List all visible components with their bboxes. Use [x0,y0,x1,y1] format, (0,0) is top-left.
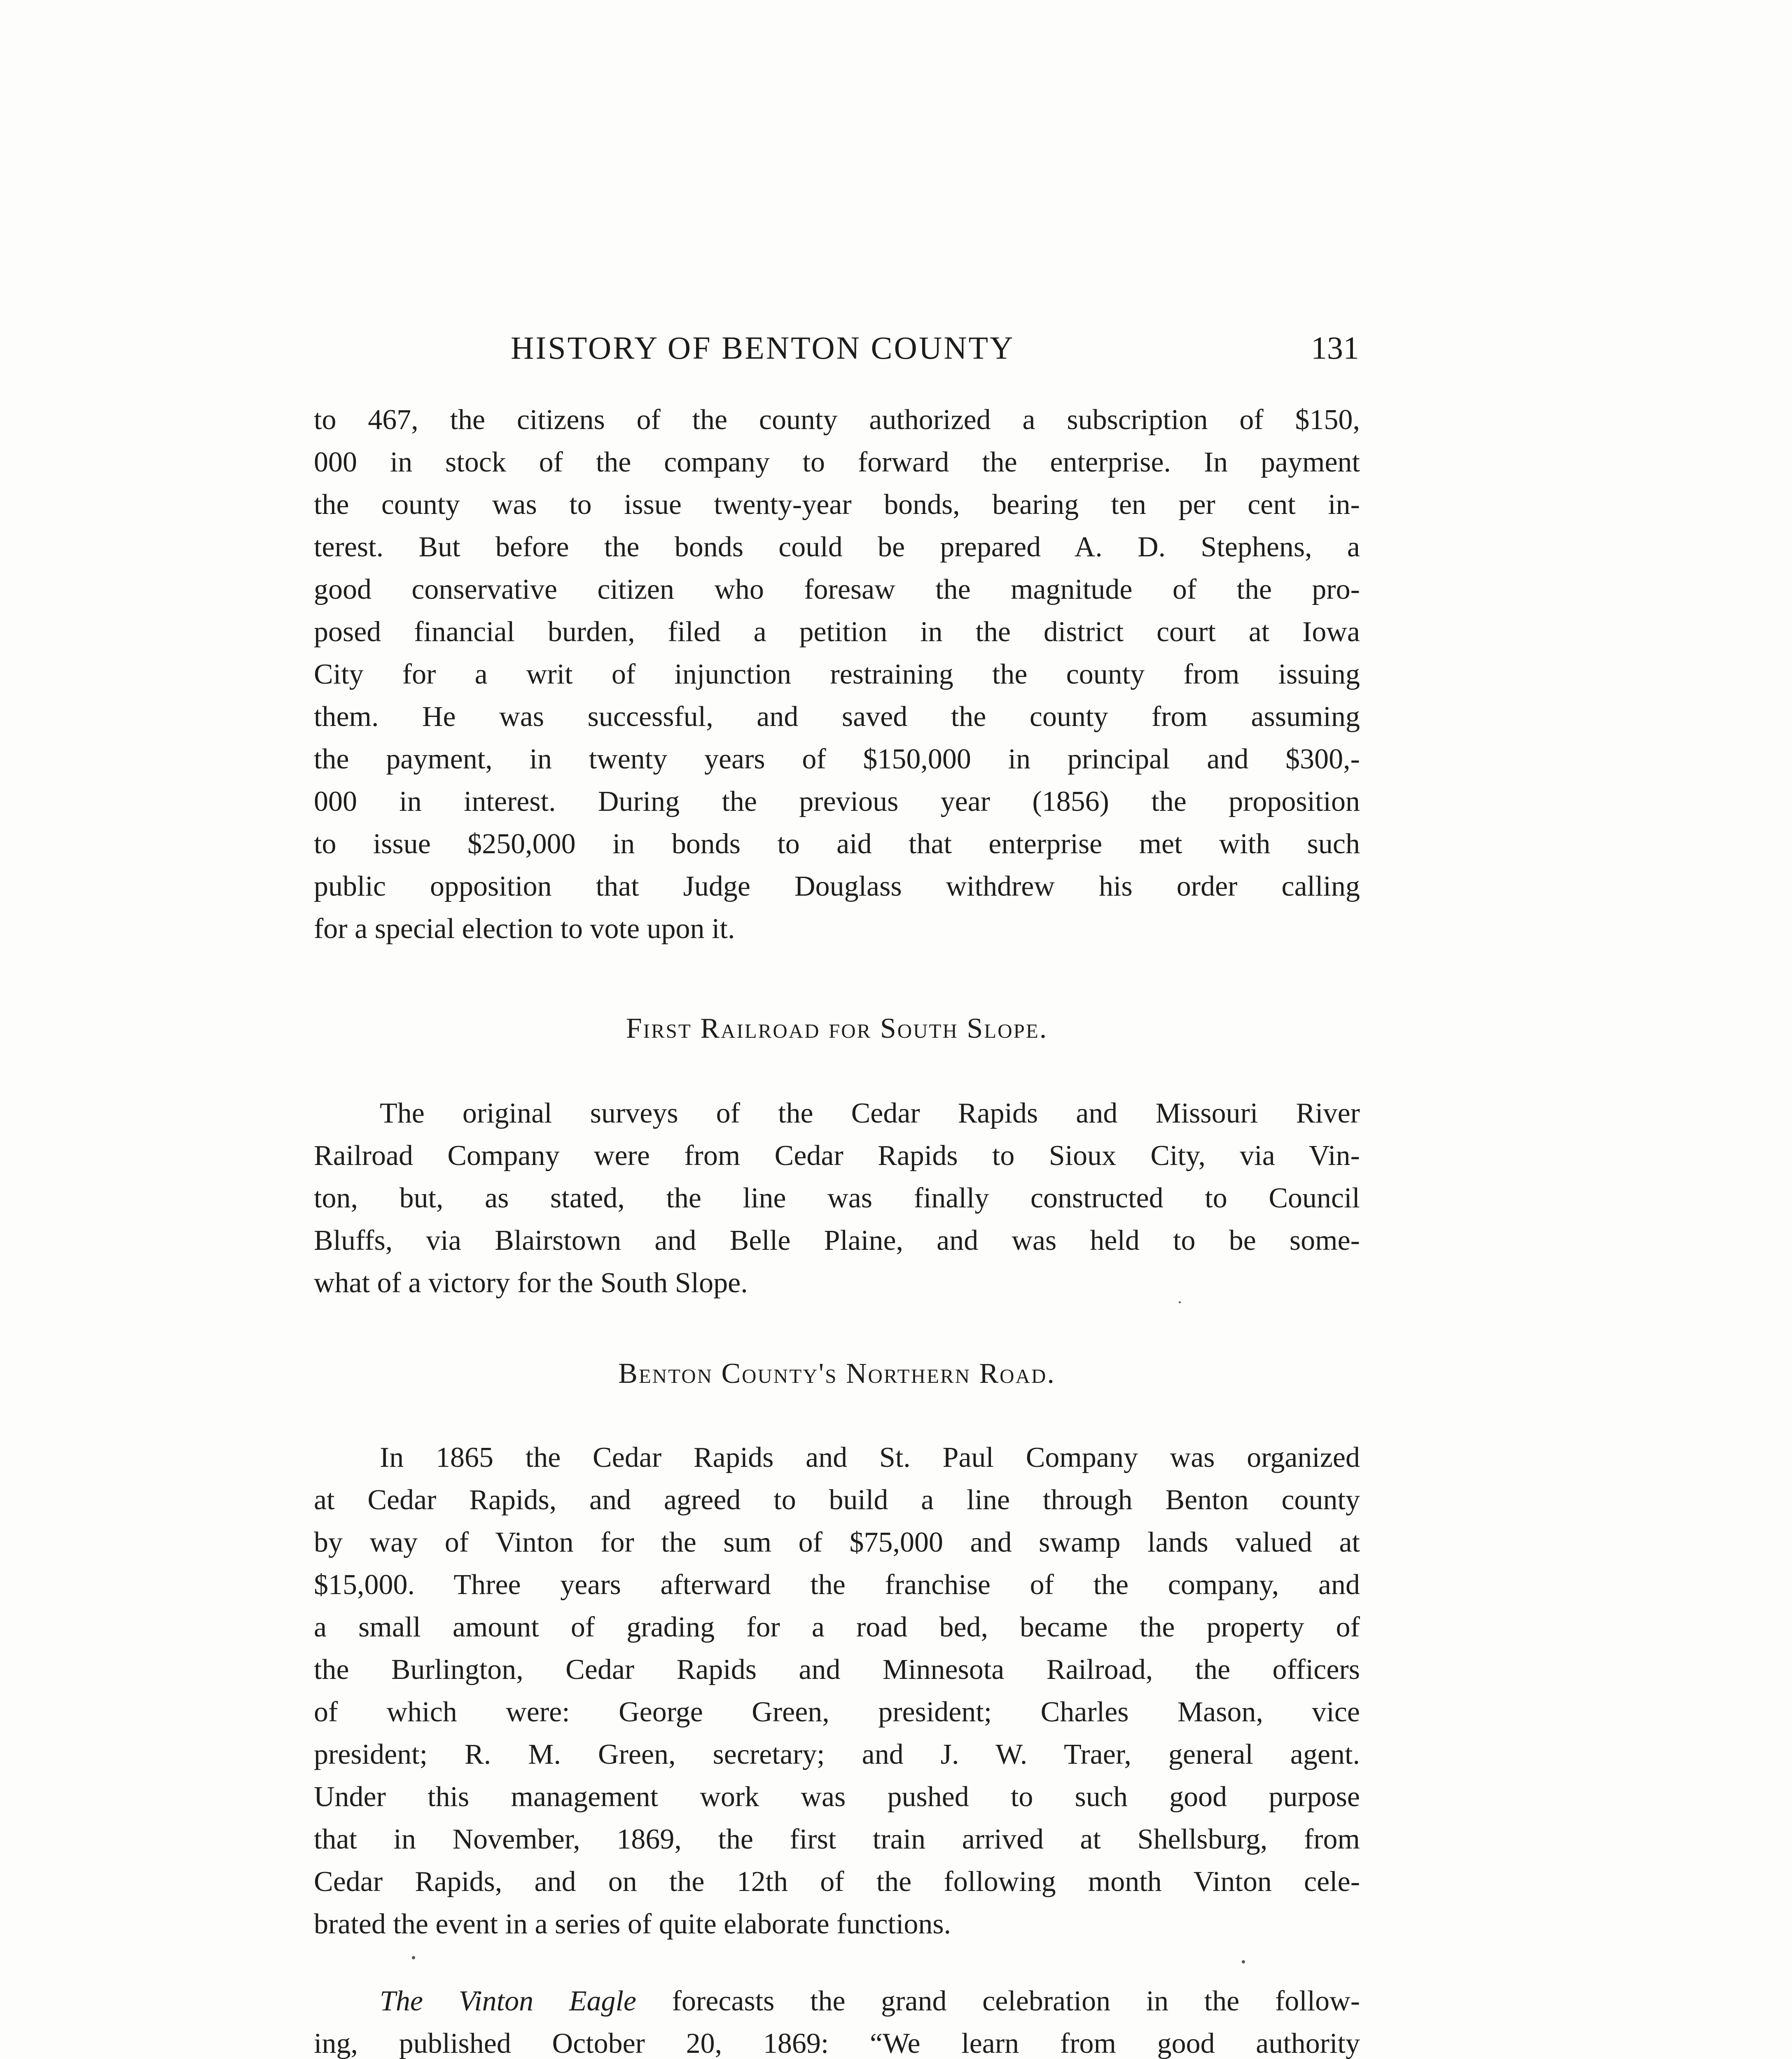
text-line: Bluffs, via Blairstown and Belle Plaine, and was held to be some- [314,1225,1360,1256]
text-line: Under this management work was pushed to such good purpose [314,1781,1360,1813]
text-line: $15,000. Three years afterward the franchise of the company, and [314,1569,1360,1601]
text-line: the Burlington, Cedar Rapids and Minnesota Railroad, the officers [314,1654,1360,1685]
text-line: to issue $250,000 in bonds to aid that enterprise met with such [314,828,1360,860]
running-header [511,329,1359,375]
text-line: 000 in interest. During the previous year (1856) the proposition [314,786,1360,817]
text-line: president; R. M. Green, secretary; and J. W. Traer, general agent. [314,1739,1360,1770]
page-number: 131 [1311,330,1359,366]
text-line: posed financial burden, filed a petition in the district court at Iowa [314,616,1360,648]
text-line: them. He was successful, and saved the county from assuming [314,701,1360,733]
text-line: a small amount of grading for a road bed, became the property of [314,1611,1360,1643]
paragraph-bond-injunction [314,399,1360,950]
text-line: Cedar Rapids, and on the 12th of the following month Vinton cele- [314,1866,1360,1898]
text-line: good conservative citizen who foresaw the magnitude of the pro- [314,574,1360,605]
text-line: terest. But before the bonds could be prepared A. D. Stephens, a [314,531,1360,563]
text-line: to 467, the citizens of the county authorized a subscription of $150, [314,404,1360,436]
section-heading-northern-road: Benton County's Northern Road. [618,1358,1056,1389]
header-title: HISTORY OF BENTON COUNTY [511,330,1015,366]
text-line: the county was to issue twenty-year bonds, bearing ten per cent in- [314,489,1360,521]
text-line: public opposition that Judge Douglass withdrew his order calling [314,871,1360,902]
text-line [314,1980,1360,2022]
text-line: the payment, in twenty years of $150,000 in principal and $300,- [314,743,1360,775]
text-line: by way of Vinton for the sum of $75,000 and swamp lands valued at [314,1527,1360,1558]
text-line: In 1865 the Cedar Rapids and St. Paul Company was organized [380,1442,1360,1473]
text-line: ing, published October 20, 1869: “We learn from good authority [314,2028,1360,2059]
text-fragment: forecasts the grand celebration in the follow- [636,1985,1360,2017]
scan-speck [1242,1960,1245,1963]
text-line: 000 in stock of the company to forward the enterprise. In payment [314,446,1360,478]
text-line: ton, but, as stated, the line was finally constructed to Council [314,1182,1360,1214]
text-line: City for a writ of injunction restraining the county from issuing [314,658,1360,690]
text-line: for a special election to vote upon it. [314,913,735,945]
section-heading-south-slope: First Railroad for South Slope. [626,1013,1048,1044]
text-line: brated the event in a series of quite elaborate functions. [314,1908,951,1940]
text-line: that in November, 1869, the first train arrived at Shellsburg, from [314,1823,1360,1855]
newspaper-title: The Vinton Eagle [380,1985,636,2017]
paragraph-south-slope [314,1092,1360,1304]
text-line: of which were: George Green, president; Charles Mason, vice [314,1696,1360,1728]
text-line: Railroad Company were from Cedar Rapids to Sioux City, via Vin- [314,1140,1360,1172]
paragraph-northern-road [314,1436,1360,1945]
text-line: what of a victory for the South Slope. [314,1267,748,1299]
scan-speck [412,1956,415,1959]
text-line: at Cedar Rapids, and agreed to build a line through Benton county [314,1484,1360,1516]
scan-speck [1179,1301,1181,1303]
text-line: The original surveys of the Cedar Rapids and Missouri River [380,1097,1360,1129]
paragraph-vinton-eagle [314,1980,1360,2059]
